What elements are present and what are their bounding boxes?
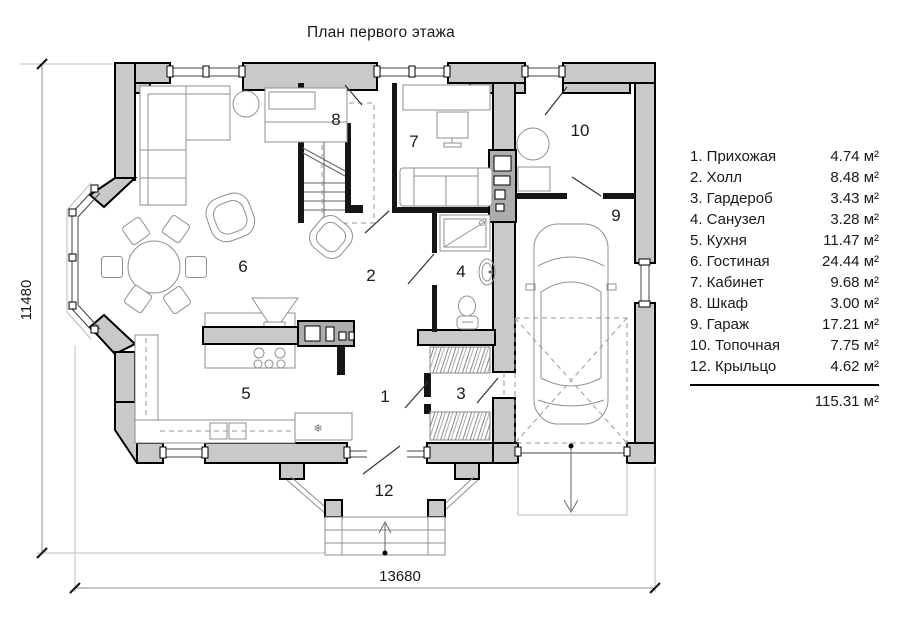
legend-item-area: 11.47 м² — [823, 232, 879, 249]
legend-item-label: 9. Гараж — [690, 316, 750, 333]
legend-item-area: 17.21 м² — [821, 316, 879, 333]
room-number-kitchen: 5 — [241, 384, 251, 403]
legend-item-label: 4. Санузел — [690, 211, 766, 228]
plant-icon — [233, 91, 259, 117]
chimney-flue-block — [489, 150, 516, 222]
car-icon — [526, 224, 616, 424]
snowflake-icon: ❄ — [313, 422, 323, 435]
kitchen-furniture — [135, 298, 354, 443]
corner-sofa — [140, 86, 230, 205]
porch-column — [428, 500, 445, 517]
legend-total-area: 115.31 м² — [690, 384, 879, 411]
legend-item-label: 2. Холл — [690, 169, 743, 186]
bathroom-fixtures — [440, 215, 495, 329]
room-number-wardrobe: 3 — [456, 384, 466, 403]
room-number-office: 7 — [409, 132, 419, 151]
room-number-hallway: 1 — [380, 387, 390, 406]
legend-item-area: 3.00 м² — [830, 295, 879, 312]
armchair — [304, 210, 358, 264]
legend-item-label: 10. Топочная — [690, 337, 781, 354]
office-door — [365, 211, 389, 233]
dimension-height-label: 11480 — [18, 279, 35, 321]
boiler-equipment — [517, 128, 550, 191]
bar-counter — [203, 327, 300, 344]
entrance-door — [363, 446, 400, 474]
room-number-living-room: 6 — [238, 257, 248, 276]
toilet-icon — [459, 296, 476, 316]
legend-item-label: 12. Крыльцо — [690, 358, 777, 375]
room-number-bathroom: 4 — [456, 262, 466, 281]
legend-item-label: 6. Гостиная — [690, 253, 770, 270]
legend-item-area: 9.68 м² — [830, 274, 879, 291]
garage-contents — [515, 224, 627, 515]
boiler-icon — [517, 128, 549, 160]
room-number-garage: 9 — [611, 206, 621, 225]
legend-item-area: 7.75 м² — [830, 337, 879, 354]
armchair — [201, 189, 259, 247]
dimension-width-label: 13680 — [379, 568, 421, 585]
legend-item-area: 3.43 м² — [830, 190, 879, 207]
room-number-closet: 8 — [331, 110, 341, 129]
legend-item-area: 4.74 м² — [830, 148, 879, 165]
legend-item-area: 8.48 м² — [830, 169, 879, 186]
legend-item-label: 1. Прихожая — [690, 148, 777, 165]
legend-item-area: 4.62 м² — [830, 358, 879, 375]
monitor-icon — [437, 112, 468, 138]
porch-column — [325, 500, 342, 517]
legend-item-area: 24.44 м² — [821, 253, 879, 270]
living-room-furniture — [102, 86, 358, 315]
legend-item-label: 7. Кабинет — [690, 274, 764, 291]
boiler-back-door — [545, 87, 567, 115]
plan-title: План первого этажа — [307, 24, 455, 41]
room-number-boiler-room: 10 — [570, 121, 590, 140]
legend-item-label: 3. Гардероб — [690, 190, 773, 207]
bathroom-door — [408, 254, 434, 284]
fridge — [295, 413, 352, 440]
legend-item-label: 5. Кухня — [690, 232, 747, 249]
boiler-garage-door — [572, 177, 601, 196]
room-number-porch: 12 — [374, 481, 394, 500]
legend-item-label: 8. Шкаф — [690, 295, 749, 312]
legend-item-area: 3.28 м² — [830, 211, 879, 228]
room-number-hall: 2 — [366, 266, 376, 285]
